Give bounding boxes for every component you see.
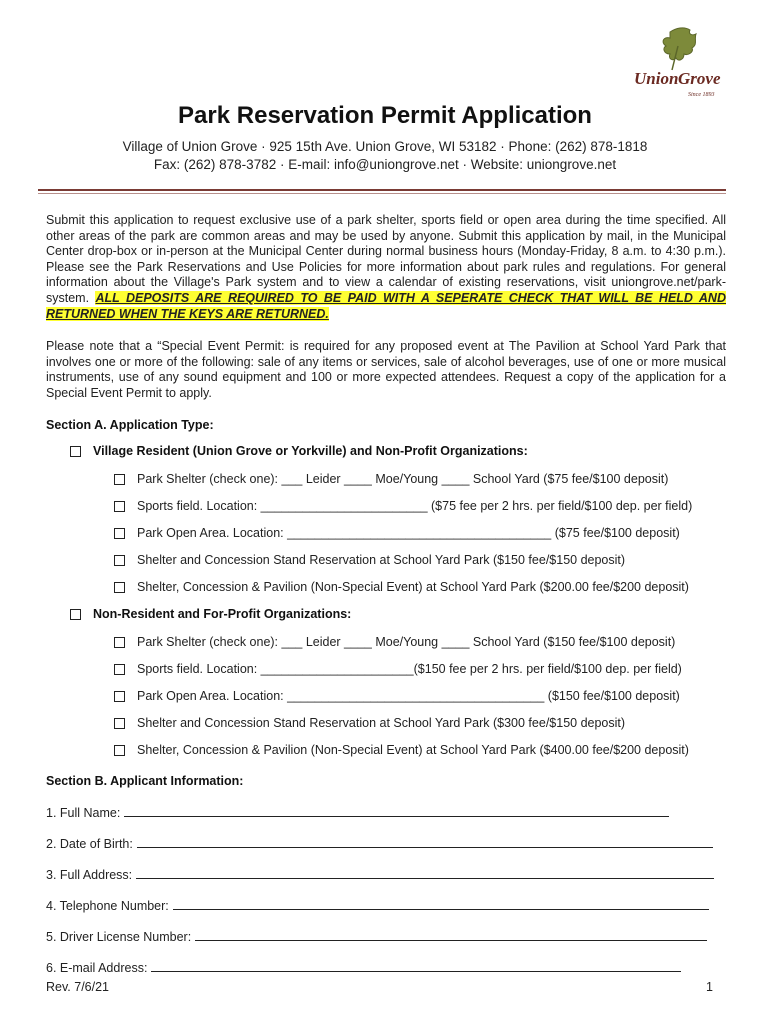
resident-label: Village Resident (Union Grove or Yorkville) and Non-Profit Organizations: — [93, 444, 528, 458]
deposit-notice: ALL DEPOSITS ARE REQUIRED TO BE PAID WITH A SEPERATE CHECK THAT WILL BE HELD AND RETURNED WHEN THE KEYS ARE RETURNED. — [46, 290, 726, 321]
resident-checkbox[interactable] — [70, 446, 81, 457]
field-label: 3. Full Address: — [46, 868, 133, 882]
option-checkbox[interactable] — [114, 664, 125, 675]
nonresident-checkbox[interactable] — [70, 609, 81, 620]
field-label: 2. Date of Birth: — [46, 837, 133, 851]
revision-date: Rev. 7/6/21 — [46, 980, 110, 994]
resident-option[interactable] — [114, 553, 625, 567]
resident-option[interactable] — [114, 499, 692, 513]
driver-license-field[interactable] — [46, 930, 707, 944]
option-label: Park Shelter (check one): ___ Leider ____ Moe/Young ____ School Yard ($150 fee/$100 deposit) — [137, 635, 676, 649]
header-divider-shadow — [38, 193, 726, 194]
intro-paragraph — [46, 213, 726, 322]
telephone-line[interactable] — [173, 908, 709, 910]
option-label: Park Open Area. Location: _____________________________________ ($150 fee/$100 deposit) — [137, 689, 680, 703]
option-label: Shelter, Concession & Pavilion (Non-Special Event) at School Yard Park ($200.00 fee/$200 deposit) — [137, 580, 689, 594]
nonresident-option[interactable] — [114, 635, 675, 649]
option-checkbox[interactable] — [114, 718, 125, 729]
full-name-field[interactable] — [46, 806, 669, 820]
option-checkbox[interactable] — [114, 745, 125, 756]
field-label: 5. Driver License Number: — [46, 930, 192, 944]
option-checkbox[interactable] — [114, 637, 125, 648]
nonresident-option[interactable] — [114, 716, 625, 730]
option-checkbox[interactable] — [114, 474, 125, 485]
nonresident-option[interactable] — [114, 662, 682, 676]
field-label: 1. Full Name: — [46, 806, 121, 820]
resident-option[interactable] — [114, 526, 680, 540]
option-checkbox[interactable] — [114, 582, 125, 593]
address-line-1: Village of Union Grove · 925 15th Ave. Union Grove, WI 53182 · Phone: (262) 878-1818 — [122, 139, 648, 154]
option-checkbox[interactable] — [114, 501, 125, 512]
nonresident-category[interactable] — [70, 607, 351, 621]
option-label: Park Open Area. Location: ______________________________________ ($75 fee/$100 deposit) — [137, 526, 680, 540]
full-name-line[interactable] — [124, 815, 669, 817]
option-checkbox[interactable] — [114, 555, 125, 566]
option-label: Sports field. Location: ________________________ ($75 fee per 2 hrs. per field/$100 dep. per field) — [137, 499, 693, 513]
header-divider — [38, 189, 726, 191]
option-checkbox[interactable] — [114, 528, 125, 539]
nonresident-option[interactable] — [114, 743, 689, 757]
option-checkbox[interactable] — [114, 691, 125, 702]
resident-category[interactable] — [70, 444, 528, 458]
full-address-line[interactable] — [136, 877, 714, 879]
option-label: Sports field. Location: ______________________($150 fee per 2 hrs. per field/$100 dep. per field) — [137, 662, 682, 676]
email-line[interactable] — [151, 970, 681, 972]
section-b-title: Section B. Applicant Information: — [46, 774, 244, 788]
svg-text:Since 1893: Since 1893 — [688, 92, 715, 98]
field-label: 6. E-mail Address: — [46, 961, 148, 975]
field-label: 4. Telephone Number: — [46, 899, 169, 913]
page-title: Park Reservation Permit Application — [178, 102, 592, 129]
intro-text: Submit this application to request exclusive use of a park shelter, sports field or open area during the time specified. All other areas of the park are common areas and may be used by anyone. Submit this application by mail, in the Municipal Center drop-box or in-person at the Municipal Center during normal business hours (Monday-Friday, 8 a.m. to 4:30 p.m.). Please see the Park Reservations and Use Policies for more information about park rules and regulations. For general information about the Village's Park system and to view a calendar of existing reservations, visit uniongrove.net/park-system. — [46, 213, 726, 305]
date-of-birth-line[interactable] — [137, 846, 713, 848]
svg-text:Grove: Grove — [678, 69, 721, 88]
email-field[interactable] — [46, 961, 681, 975]
resident-option[interactable] — [114, 472, 668, 486]
date-of-birth-field[interactable] — [46, 837, 713, 851]
svg-text:Union: Union — [634, 69, 679, 88]
special-event-paragraph: Please note that a “Special Event Permit: is required for any proposed event at The Pavilion at School Yard Park that involves one or more of the following: sale of any items or services, sale of alcohol beverages, use of one or more musical instruments, use of any sound equipment and 100 or more expected attendees. Request a copy of the application for a Special Event Permit to apply. — [46, 339, 726, 400]
full-address-field[interactable] — [46, 868, 714, 882]
nonresident-label: Non-Resident and For-Profit Organizations: — [93, 607, 352, 621]
section-a-title: Section A. Application Type: — [46, 418, 214, 432]
option-label: Shelter and Concession Stand Reservation at School Yard Park ($150 fee/$150 deposit) — [137, 553, 626, 567]
page-number: 1 — [706, 980, 713, 994]
union-grove-logo — [632, 24, 732, 104]
nonresident-option[interactable] — [114, 689, 680, 703]
resident-option[interactable] — [114, 580, 689, 594]
address-line-2: Fax: (262) 878-3782 · E-mail: info@uniongrove.net · Website: uniongrove.net — [153, 157, 617, 172]
telephone-field[interactable] — [46, 899, 709, 913]
driver-license-line[interactable] — [195, 939, 707, 941]
option-label: Shelter and Concession Stand Reservation at School Yard Park ($300 fee/$150 deposit) — [137, 716, 626, 730]
option-label: Park Shelter (check one): ___ Leider ____ Moe/Young ____ School Yard ($75 fee/$100 deposit) — [137, 472, 669, 486]
option-label: Shelter, Concession & Pavilion (Non-Special Event) at School Yard Park ($400.00 fee/$200 deposit) — [137, 743, 689, 757]
